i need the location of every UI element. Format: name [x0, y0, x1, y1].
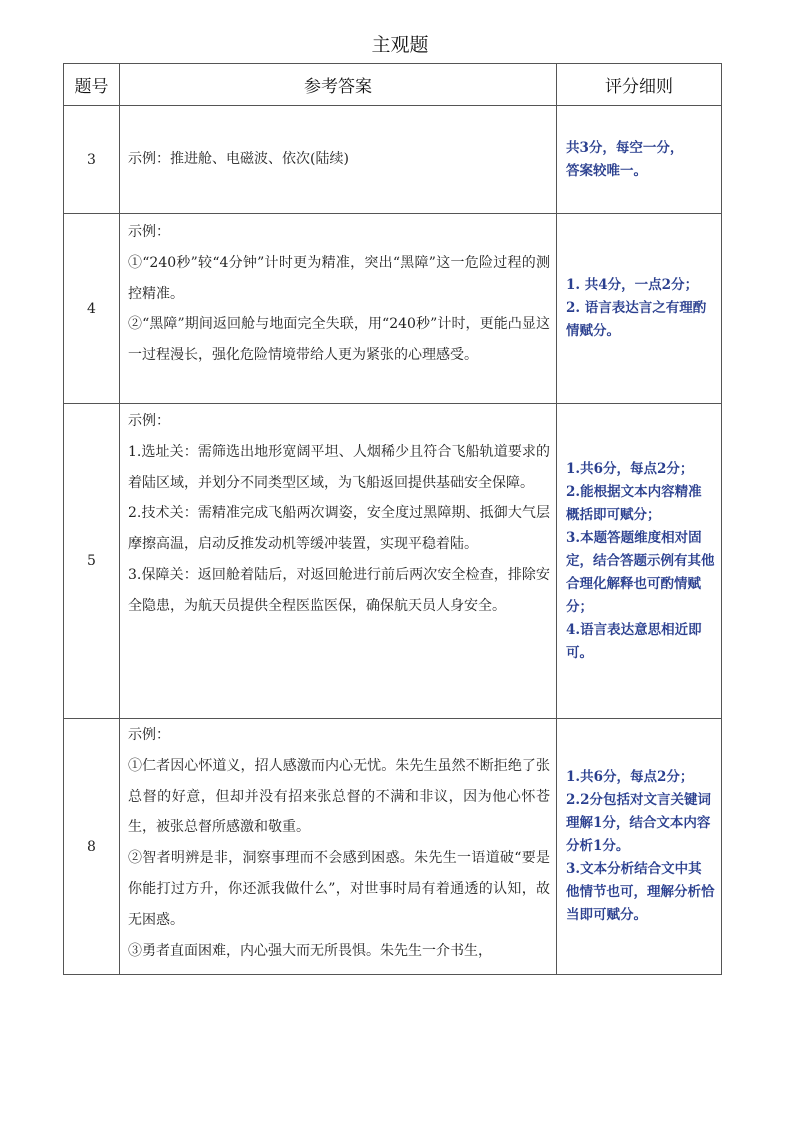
scoring-item: 3.文本分析结合文中其他情节也可，理解分析恰当即可赋分。 — [566, 861, 715, 923]
answer-text: ①“240秒”较“4分钟”计时更为精准，突出“黑障”这一危险过程的测控精准。 — [128, 254, 550, 302]
scoring-item: 2. 语言表达言之有理酌情赋分。 — [566, 300, 707, 339]
answer-text: 3.保障关：返回舱着陆后，对返回舱进行前后两次安全检查，排除安全隐患，为航天员提供全程医监医保，确保航天员人身安全。 — [128, 566, 550, 614]
reference-answer — [120, 214, 557, 404]
answer-table — [63, 63, 722, 975]
scoring-rules — [557, 214, 722, 404]
answer-text: 示例：推进舱、电磁波、依次(陆续) — [128, 151, 349, 168]
scoring-item: 答案较唯一。 — [566, 162, 647, 179]
scoring-item: 1. 共4分，一点2分； — [566, 277, 699, 293]
scoring-item: 2.2分包括对文言关键词理解1分，结合文本内容分析1分。 — [566, 792, 711, 854]
answer-text: ②智者明辨是非，洞察事理而不会感到困惑。朱先生一语道破“要是你能打过方升，你还派我做什么”，对世事时局有着通透的认知，故无困惑。 — [128, 850, 550, 928]
scoring-item: 1.共6分，每点2分； — [566, 460, 694, 477]
header-question-number: 题号 — [64, 64, 120, 106]
answer-text: 示例： — [128, 224, 170, 240]
table-row — [64, 106, 722, 214]
answer-text: ①仁者因心怀道义，招人感激而内心无忧。朱先生虽然不断拒绝了张总督的好意，但却并没有招来张总督的不满和非议，因为他心怀苍生，被张总督所感激和敬重。 — [128, 757, 550, 836]
table-row — [64, 404, 722, 719]
answer-text: ②“黑障”期间返回舱与地面完全失联，用“240秒”计时，更能凸显这一过程漫长，强化危险情境带给人更为紧张的心理感受。 — [128, 316, 550, 364]
reference-answer — [120, 404, 557, 719]
question-number: 3 — [64, 106, 120, 214]
scoring-item: 1.共6分，每点2分； — [566, 769, 694, 785]
reference-answer — [120, 106, 557, 214]
table-row — [64, 214, 722, 404]
answer-text: 2.技术关：需精准完成飞船两次调姿，安全度过黑障期、抵御大气层摩擦高温，启动反推发动机等缓冲装置，实现平稳着陆。 — [128, 505, 550, 553]
scoring-rules — [557, 719, 722, 975]
answer-text-block — [128, 720, 550, 973]
scoring-item: 4.语言表达意思相近即可。 — [566, 621, 702, 661]
scoring-item: 共3分，每空一分， — [566, 139, 684, 156]
answer-text: 示例： — [128, 413, 170, 429]
question-number: 8 — [64, 719, 120, 975]
question-number: 5 — [64, 404, 120, 719]
scoring-item: 3.本题答题维度相对固定，结合答题示例有其他合理化解释也可酌情赋分； — [566, 529, 715, 615]
page-title: 主观题 — [371, 34, 429, 56]
table-row — [64, 719, 722, 975]
header-reference-answer: 参考答案 — [120, 64, 557, 106]
answer-text: ③勇者直面困难，内心强大而无所畏惧。朱先生一介书生， — [128, 942, 492, 959]
scoring-rules — [557, 404, 722, 719]
scoring-item: 2.能根据文本内容精准概括即可赋分； — [566, 483, 702, 523]
reference-answer — [120, 719, 557, 975]
header-scoring-rules: 评分细则 — [557, 64, 722, 106]
table-header-row — [64, 64, 722, 106]
scoring-rules — [557, 106, 722, 214]
answer-text: 1.选址关：需筛选出地形宽阔平坦、人烟稀少且符合飞船轨道要求的着陆区域，并划分不同类型区域，为飞船返回提供基础安全保障。 — [128, 443, 550, 491]
answer-text: 示例： — [128, 727, 170, 743]
question-number: 4 — [64, 214, 120, 404]
